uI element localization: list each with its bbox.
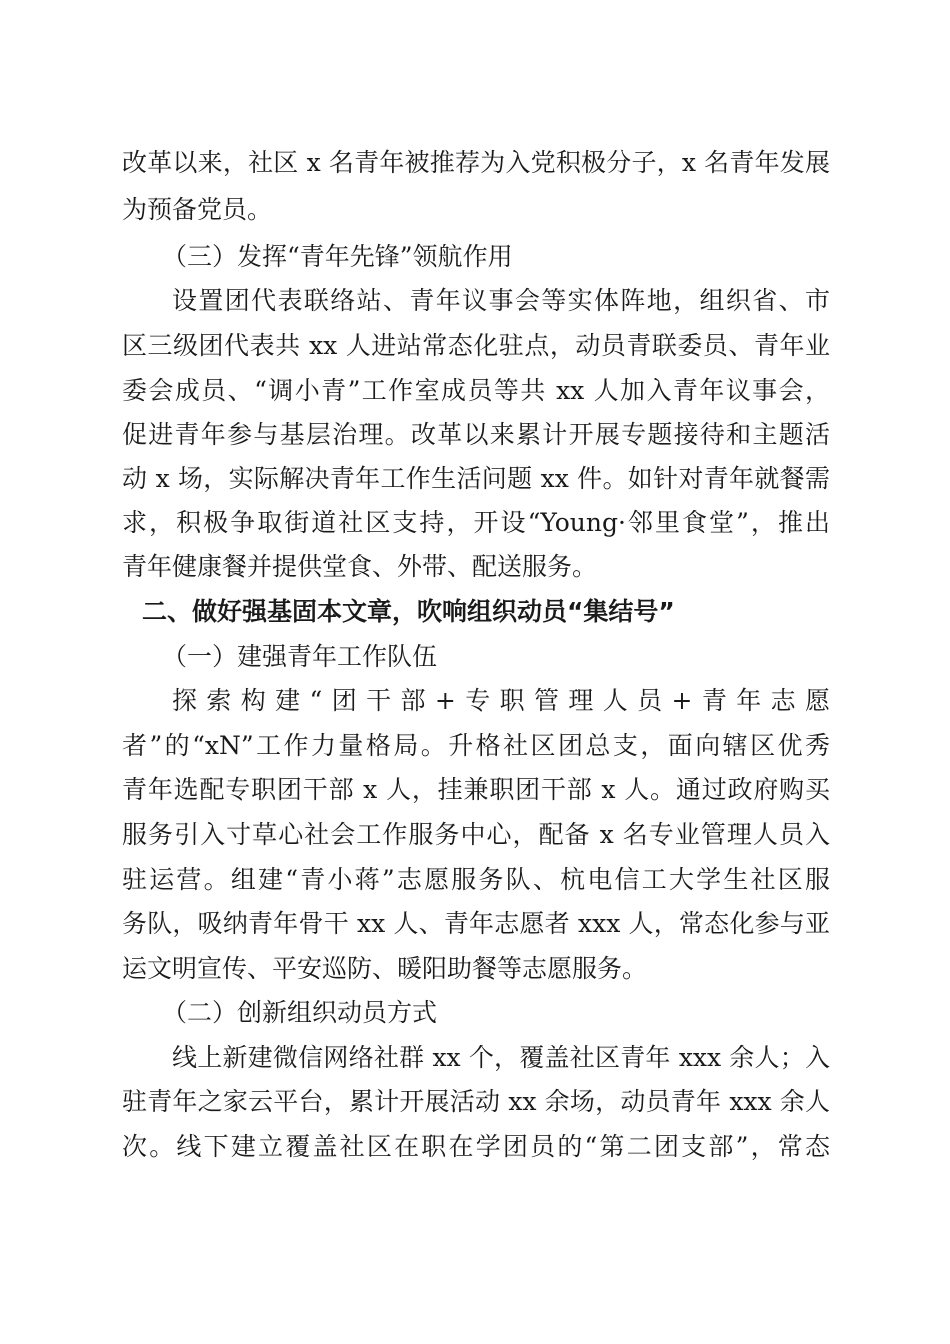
paragraph-line: 设置团代表联络站、青年议事会等实体阵地，组织省、市 — [172, 286, 830, 315]
paragraph-line: 委会成员、“调小青”工作室成员等共 xx 人加入青年议事会， — [122, 376, 830, 405]
paragraph-line: 线上新建微信网络社群 xx 个，覆盖社区青年 xxx 余人；入 — [172, 1043, 830, 1072]
section-heading-1: （一）建强青年工作队伍 — [162, 642, 438, 671]
paragraph-line: 区三级团代表共 xx 人进站常态化驻点，动员青联委员、青年业 — [122, 331, 830, 360]
paragraph-line: 青年选配专职团干部 x 人，挂兼职团干部 x 人。通过政府购买 — [122, 775, 830, 804]
paragraph-line: 青年健康餐并提供堂食、外带、配送服务。 — [122, 552, 598, 581]
paragraph-line: 动 x 场，实际解决青年工作生活问题 xx 件。如针对青年就餐需 — [122, 464, 830, 493]
paragraph-line: 务队，吸纳青年骨干 xx 人、青年志愿者 xxx 人，常态化参与亚 — [122, 909, 830, 938]
paragraph-line: 探索构建“团干部+专职管理人员+青年志愿 — [172, 686, 830, 715]
section-heading-2: （二）创新组织动员方式 — [162, 998, 438, 1027]
section-heading-3: （三）发挥“青年先锋”领航作用 — [162, 242, 513, 271]
paragraph-line: 次。线下建立覆盖社区在职在学团员的“第二团支部”，常态 — [122, 1132, 830, 1161]
chapter-heading-2: 二、做好强基固本文章，吹响组织动员“集结号” — [142, 597, 675, 626]
paragraph-line: 驻青年之家云平台，累计开展活动 xx 余场，动员青年 xxx 余人 — [122, 1087, 830, 1116]
paragraph-line: 促进青年参与基层治理。改革以来累计开展专题接待和主题活 — [122, 420, 830, 449]
paragraph-line: 改革以来，社区 x 名青年被推荐为入党积极分子，x 名青年发展 — [122, 148, 830, 177]
paragraph-line: 运文明宣传、平安巡防、暖阳助餐等志愿服务。 — [122, 954, 648, 983]
paragraph-line: 服务引入寸草心社会工作服务中心，配备 x 名专业管理人员入 — [122, 820, 830, 849]
paragraph-line: 者”的“xN”工作力量格局。升格社区团总支，面向辖区优秀 — [122, 731, 830, 760]
paragraph-line: 为预备党员。 — [122, 195, 273, 224]
paragraph-line: 求，积极争取街道社区支持，开设“Young·邻里食堂”，推出 — [122, 508, 830, 537]
paragraph-line: 驻运营。组建“青小蒋”志愿服务队、杭电信工大学生社区服 — [122, 865, 830, 894]
